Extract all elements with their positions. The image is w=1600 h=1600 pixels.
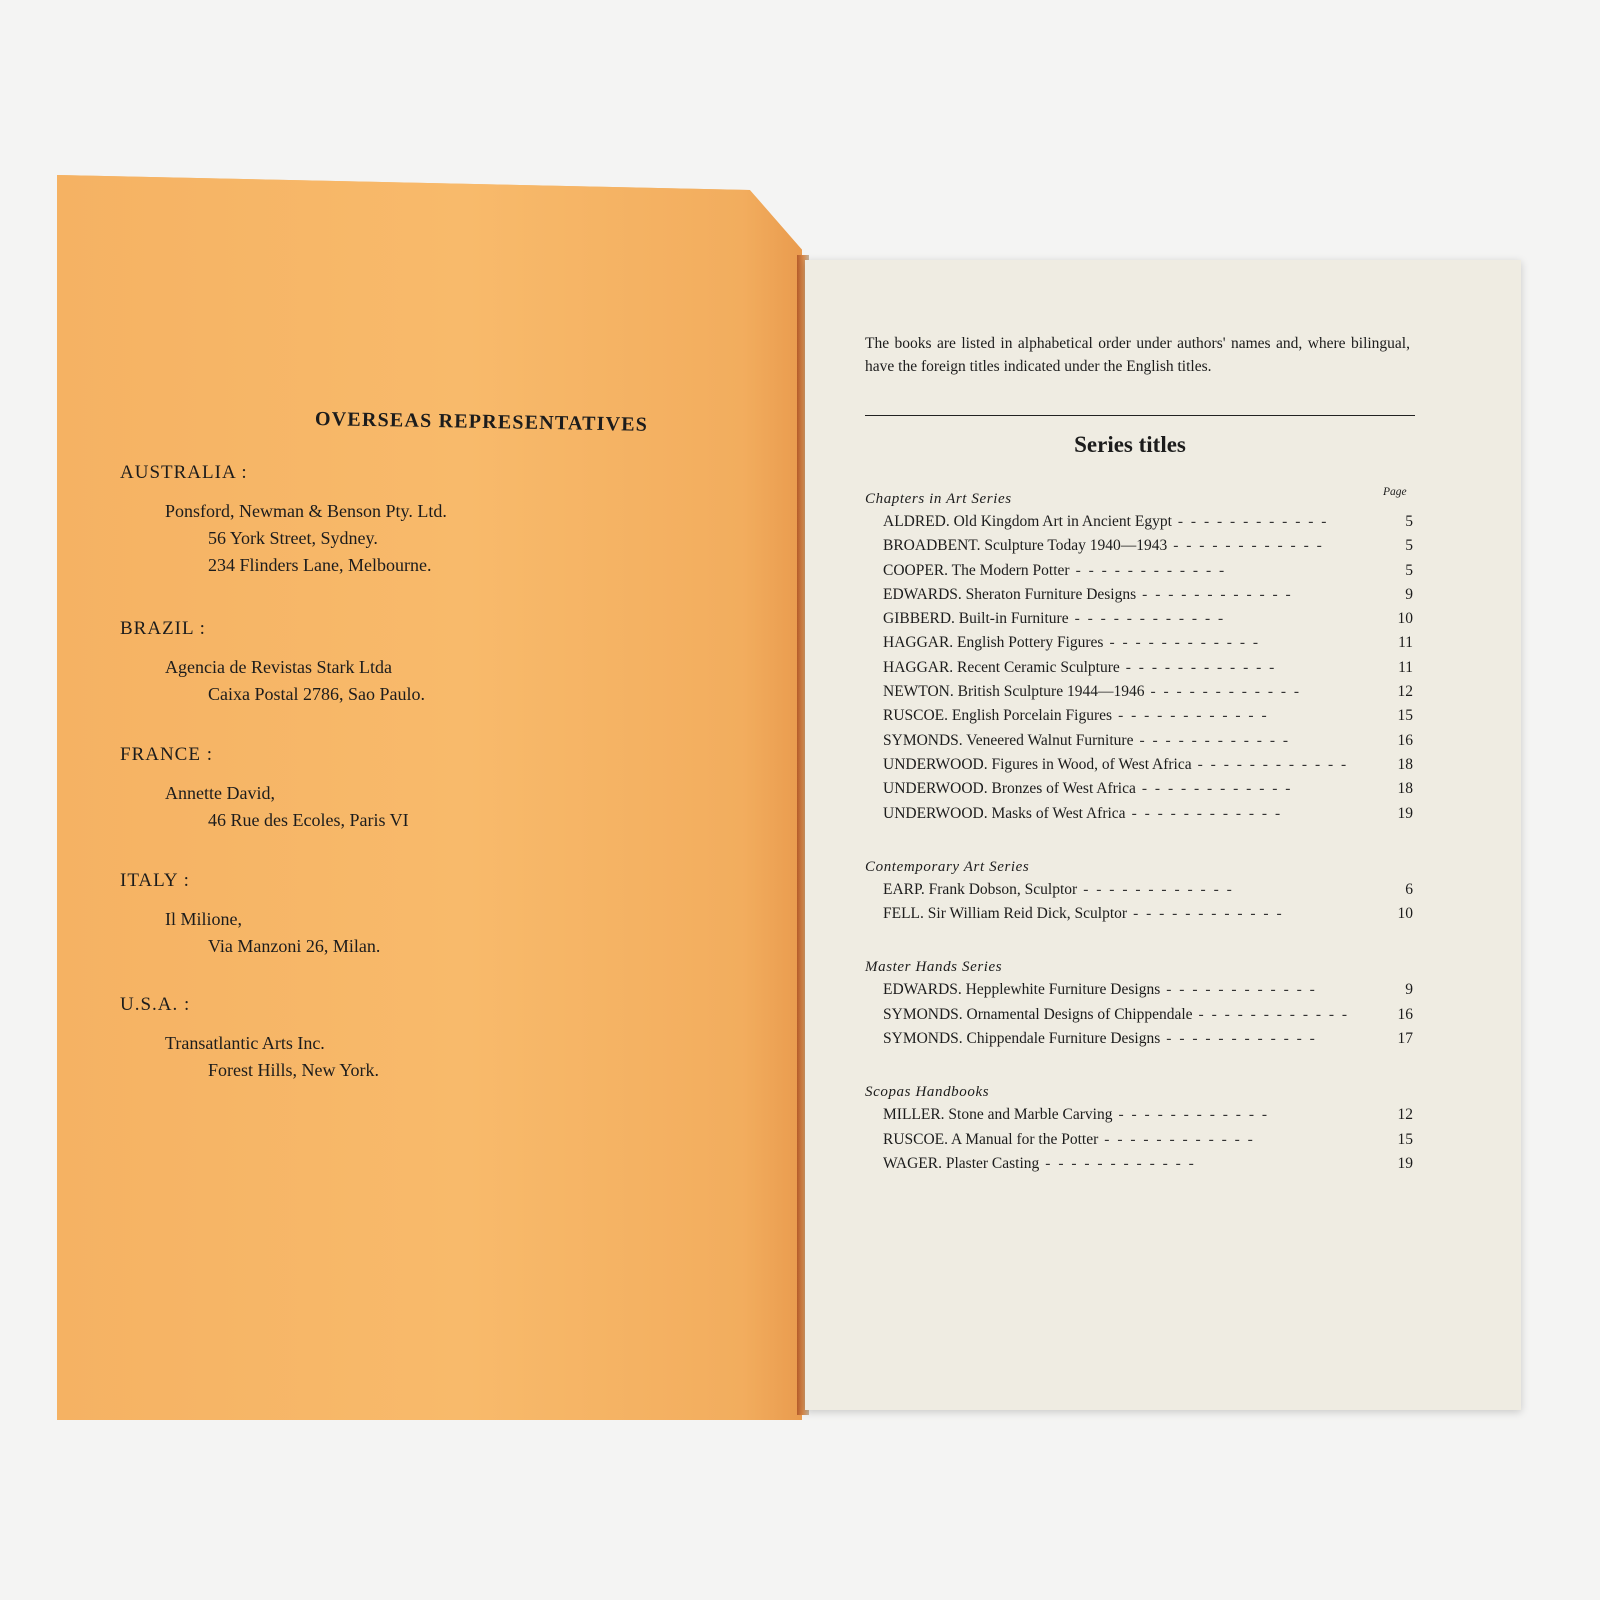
region-usa — [120, 994, 640, 1084]
toc-entry — [865, 513, 1413, 537]
dot-leader — [1104, 1131, 1387, 1149]
dot-leader — [1083, 881, 1387, 899]
country-label: AUSTRALIA : — [120, 462, 248, 483]
entry-title: HAGGAR. Recent Ceramic Sculpture — [883, 658, 1120, 676]
region-france — [120, 744, 640, 834]
entry-page: 9 — [1405, 585, 1413, 603]
toc-entry — [865, 1155, 1413, 1179]
section-heading: Contemporary Art Series — [865, 858, 1030, 875]
dot-leader — [1109, 634, 1387, 652]
section-scopas-handbooks — [865, 1084, 1413, 1179]
entry-title: WAGER. Plaster Casting — [883, 1154, 1040, 1172]
address-line: 234 Flinders Lane, Melbourne. — [208, 555, 432, 575]
section-master-hands — [865, 959, 1413, 1054]
dot-leader — [1118, 707, 1387, 725]
address-line: Caixa Postal 2786, Sao Paulo. — [208, 684, 425, 704]
toc-entry — [865, 805, 1413, 829]
address-line: Ponsford, Newman & Benson Pty. Ltd. — [165, 501, 447, 521]
entry-page: 11 — [1398, 634, 1413, 652]
toc-entry — [865, 905, 1413, 929]
section-gap — [865, 1054, 1413, 1084]
toc-entry — [865, 881, 1413, 905]
region-brazil — [120, 618, 640, 708]
entry-page: 5 — [1405, 537, 1413, 555]
address-line: Annette David, — [165, 783, 275, 803]
toc-entry — [865, 562, 1413, 586]
entry-page: 11 — [1398, 658, 1413, 676]
country-label: BRAZIL : — [120, 618, 206, 639]
entry-page: 5 — [1405, 513, 1413, 530]
country-label: ITALY : — [120, 870, 190, 891]
entry-title: EDWARDS. Hepplewhite Furniture Designs — [883, 981, 1161, 999]
toc-entry — [865, 707, 1413, 731]
section-gap — [865, 829, 1413, 859]
toc-entry — [865, 1106, 1413, 1130]
address-line: Via Manzoni 26, Milan. — [208, 936, 381, 956]
entry-title: SYMONDS. Veneered Walnut Furniture — [883, 731, 1134, 749]
entry-page: 18 — [1397, 755, 1413, 773]
dot-leader — [1133, 905, 1387, 923]
dot-leader — [1199, 1006, 1387, 1024]
dot-leader — [1139, 732, 1387, 750]
entry-page: 19 — [1397, 804, 1413, 822]
region-italy — [120, 870, 640, 960]
entry-page: 15 — [1397, 1130, 1413, 1148]
section-heading: Chapters in Art Series — [865, 491, 1012, 507]
entry-page: 16 — [1397, 731, 1413, 749]
dot-leader — [1076, 562, 1387, 580]
entry-page: 6 — [1405, 880, 1413, 898]
entry-page: 17 — [1397, 1030, 1413, 1048]
series-table-of-contents — [865, 491, 1413, 1179]
country-label: FRANCE : — [120, 744, 213, 765]
section-heading: Scopas Handbooks — [865, 1084, 990, 1101]
entry-page: 12 — [1397, 683, 1413, 701]
entry-title: FELL. Sir William Reid Dick, Sculptor — [883, 905, 1128, 923]
entry-page: 15 — [1397, 707, 1413, 725]
entry-page: 18 — [1397, 780, 1413, 798]
entry-title: NEWTON. British Sculpture 1944—1946 — [883, 683, 1145, 701]
address-line: Agencia de Revistas Stark Ltda — [165, 657, 392, 677]
toc-entry — [865, 981, 1413, 1005]
dot-leader — [1173, 537, 1387, 555]
entry-title: ALDRED. Old Kingdom Art in Ancient Egypt — [883, 513, 1172, 530]
entry-page: 9 — [1405, 981, 1413, 999]
entry-page: 10 — [1397, 610, 1413, 628]
dot-leader — [1166, 1030, 1387, 1048]
dot-leader — [1126, 659, 1387, 677]
toc-entry — [865, 1006, 1413, 1030]
address-line: 46 Rue des Ecoles, Paris VI — [208, 810, 409, 830]
dot-leader — [1166, 981, 1387, 999]
section-chapters-in-art — [865, 491, 1413, 829]
section-gap — [865, 929, 1413, 959]
entry-page: 10 — [1397, 905, 1413, 923]
entry-title: UNDERWOOD. Bronzes of West Africa — [883, 780, 1136, 798]
entry-title: UNDERWOOD. Masks of West Africa — [883, 804, 1126, 822]
entry-title: SYMONDS. Ornamental Designs of Chippendale — [883, 1005, 1193, 1023]
dot-leader — [1045, 1155, 1387, 1173]
toc-entry — [865, 537, 1413, 561]
toc-entry — [865, 780, 1413, 804]
dot-leader — [1178, 513, 1387, 531]
toc-entry — [865, 1030, 1413, 1054]
region-australia — [120, 462, 640, 579]
section-contemporary-art — [865, 859, 1413, 930]
dot-leader — [1075, 610, 1387, 628]
toc-entry — [865, 586, 1413, 610]
dot-leader — [1142, 586, 1387, 604]
entry-page: 12 — [1397, 1106, 1413, 1124]
entry-title: COOPER. The Modern Potter — [883, 561, 1070, 579]
entry-title: RUSCOE. English Porcelain Figures — [883, 707, 1113, 725]
entry-title: UNDERWOOD. Figures in Wood, of West Africa — [883, 755, 1192, 773]
entry-title: BROADBENT. Sculpture Today 1940—1943 — [883, 537, 1168, 555]
entry-title: MILLER. Stone and Marble Carving — [883, 1106, 1113, 1124]
entry-page: 16 — [1397, 1005, 1413, 1023]
toc-entry — [865, 1131, 1413, 1155]
entry-title: EARP. Frank Dobson, Sculptor — [883, 880, 1078, 898]
page-column-label: Page — [1383, 486, 1407, 498]
dot-leader — [1132, 805, 1387, 823]
dot-leader — [1198, 756, 1387, 774]
entry-page: 19 — [1397, 1154, 1413, 1172]
country-label: U.S.A. : — [120, 994, 191, 1015]
dot-leader — [1150, 683, 1387, 701]
entry-title: EDWARDS. Sheraton Furniture Designs — [883, 585, 1137, 603]
toc-entry — [865, 610, 1413, 634]
address-line: Transatlantic Arts Inc. — [165, 1033, 325, 1053]
dot-leader — [1142, 780, 1387, 798]
divider-rule — [865, 415, 1415, 416]
overseas-representatives-heading: OVERSEAS REPRESENTATIVES — [314, 408, 649, 436]
listing-intro: The books are listed in alphabetical order under authors' names and, where bilingual, have the foreign titles indicated under the English titles. — [865, 335, 1410, 375]
entry-title: SYMONDS. Chippendale Furniture Designs — [883, 1030, 1161, 1048]
entry-title: RUSCOE. A Manual for the Potter — [883, 1130, 1099, 1148]
entry-title: GIBBERD. Built-in Furniture — [883, 610, 1069, 628]
toc-entry — [865, 732, 1413, 756]
entry-title: HAGGAR. English Pottery Figures — [883, 634, 1104, 652]
address-line: 56 York Street, Sydney. — [208, 528, 378, 548]
section-heading: Master Hands Series — [865, 959, 1003, 976]
entry-page: 5 — [1405, 561, 1413, 579]
toc-entry — [865, 683, 1413, 707]
toc-entry — [865, 659, 1413, 683]
address-line: Forest Hills, New York. — [208, 1060, 380, 1080]
toc-entry — [865, 756, 1413, 780]
right-page — [805, 260, 1521, 1410]
address-line: Il Milione, — [165, 909, 242, 929]
toc-entry — [865, 634, 1413, 658]
series-titles-heading: Series titles — [1074, 432, 1186, 457]
dot-leader — [1118, 1106, 1387, 1124]
